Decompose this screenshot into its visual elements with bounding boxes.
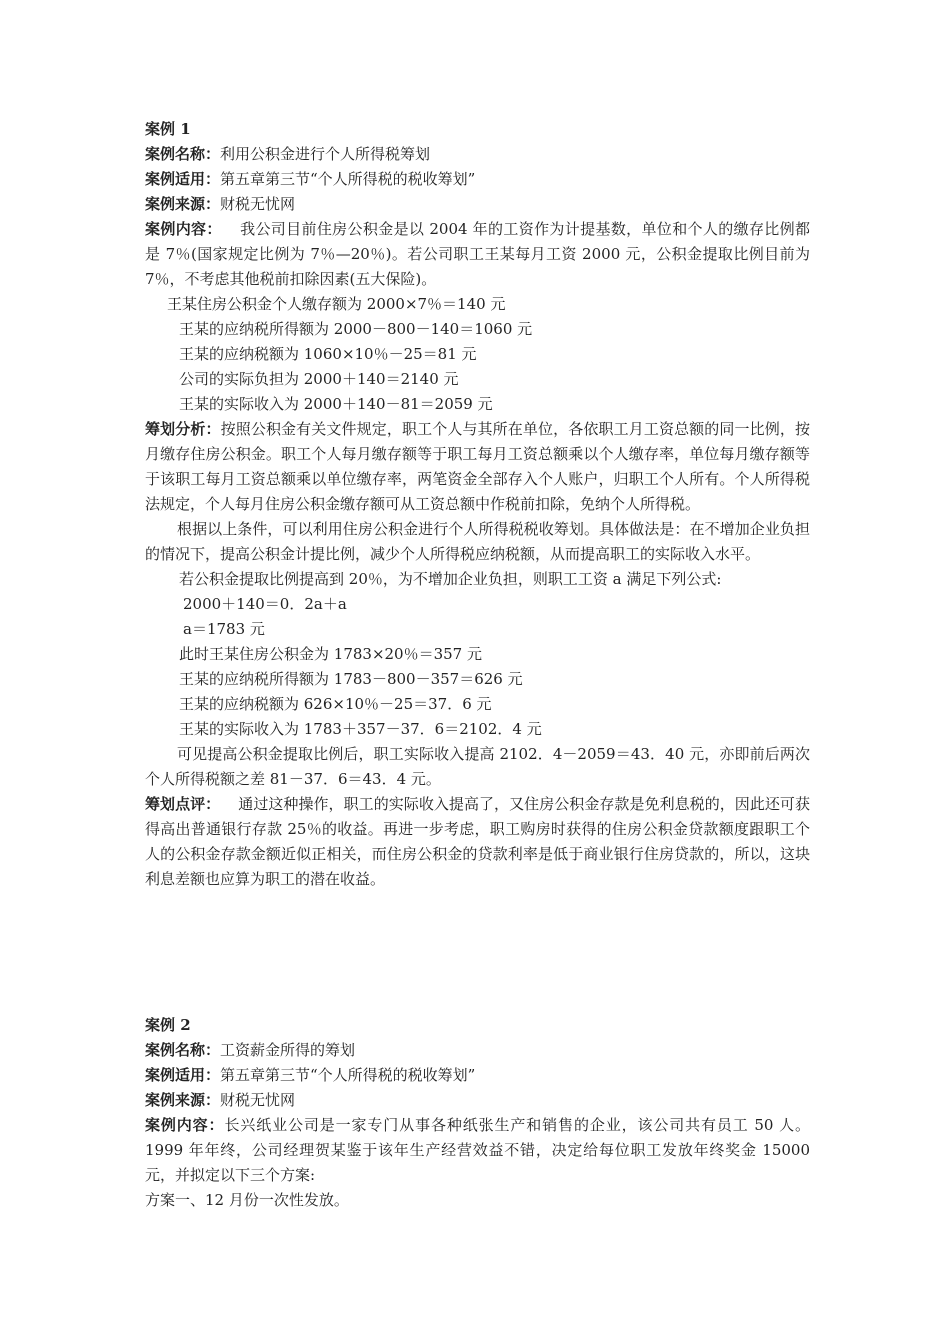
analysis-text: 按照公积金有关文件规定，职工个人与其所在单位，各依职工月工资总额的同一比例，按月缴存住房公积金。职工个人每月缴存额等于职工每月工资总额乘以个人缴存率，单位每月缴存额等于该职工每月工资总额乘以单位缴存率，两笔资金全部存入个人账户，归职工个人所有。个人所得税法规定，个人每月住房公积金缴存额可从工资总额中作税前扣除，免纳个人所得税。 bbox=[145, 420, 810, 513]
calc-line: 此时王某住房公积金为 1783×20％＝357 元 bbox=[179, 645, 482, 663]
case-name-value: 工资薪金所得的筹划 bbox=[220, 1041, 356, 1059]
calc-line: 公司的实际负担为 2000＋140＝2140 元 bbox=[179, 370, 459, 388]
case-1-heading: 案例 1 bbox=[145, 120, 191, 138]
case-1-name-row bbox=[145, 142, 810, 167]
case-1-comment-paragraph bbox=[145, 792, 810, 892]
case-source-label: 案例来源： bbox=[145, 195, 221, 213]
case-name-label: 案例名称： bbox=[145, 145, 221, 163]
case-content-text: 我公司目前住房公积金是以 2004 年的工资作为计提基数，单位和个人的缴存比例都是 7％(国家规定比例为 7％—20％)。若公司职工王某每月工资 2000 元，公积金提取比例目前为 7％，不考虑其他税前扣除因素(五大保险)。 bbox=[145, 220, 810, 288]
case-1-source-row bbox=[145, 192, 810, 217]
calc-line: 王某的应纳税所得额为 1783－800－357＝626 元 bbox=[179, 670, 523, 688]
calc-line: 王某住房公积金个人缴存额为 2000×7％＝140 元 bbox=[167, 295, 506, 313]
calc-line: 王某的应纳税所得额为 2000－800－140＝1060 元 bbox=[179, 320, 533, 338]
calc-line: 王某的应纳税额为 626×10％－25＝37．6 元 bbox=[179, 695, 492, 713]
case-2-content-paragraph bbox=[145, 1113, 810, 1188]
calc-line: 王某的实际收入为 1783＋357－37．6＝2102．4 元 bbox=[179, 720, 542, 738]
case-source-value: 财税无忧网 bbox=[220, 1091, 296, 1109]
case-1-content-paragraph bbox=[145, 217, 810, 292]
case-name-value: 利用公积金进行个人所得税筹划 bbox=[220, 145, 431, 163]
case-apply-label: 案例适用： bbox=[145, 170, 221, 188]
case-2-section bbox=[145, 1013, 810, 1213]
case-apply-value: 第五章第三节“个人所得税的税收筹划” bbox=[220, 170, 476, 188]
case-1-apply-row bbox=[145, 167, 810, 192]
calc-line: 王某的实际收入为 2000＋140－81＝2059 元 bbox=[179, 395, 493, 413]
case-apply-label: 案例适用： bbox=[145, 1066, 221, 1084]
case-1-section bbox=[145, 117, 810, 892]
case-2-apply-row bbox=[145, 1063, 810, 1088]
comment-label: 筹划点评： bbox=[145, 795, 221, 813]
case-2-heading: 案例 2 bbox=[145, 1016, 191, 1034]
case-1-analysis-paragraph bbox=[145, 417, 810, 517]
analysis-label: 筹划分析： bbox=[145, 420, 221, 438]
case-content-label: 案例内容： bbox=[145, 220, 222, 238]
case-apply-value: 第五章第三节“个人所得税的税收筹划” bbox=[220, 1066, 476, 1084]
formula-line: 2000＋140＝0．2a＋a bbox=[183, 595, 347, 613]
conclusion-paragraph: 可见提高公积金提取比例后，职工实际收入提高 2102．4－2059＝43．40 元，亦即前后两次个人所得税额之差 81－37．6＝43．4 元。 bbox=[145, 745, 810, 788]
assumption-line: 若公积金提取比例提高到 20％，为不增加企业负担，则职工工资 a 满足下列公式: bbox=[179, 570, 722, 588]
plan-line: 方案一、12 月份一次性发放。 bbox=[145, 1191, 349, 1209]
comment-text: 通过这种操作，职工的实际收入提高了，又住房公积金存款是免利息税的，因此还可获得高出普通银行存款 25％的收益。再进一步考虑，职工购房时获得的住房公积金贷款额度跟职工个人的公积金存款金额近似正相关，而住房公积金的贷款利率是低于商业银行住房贷款的，所以，这块利息差额也应算为职工的潜在收益。 bbox=[145, 795, 810, 888]
case-2-name-row bbox=[145, 1038, 810, 1063]
case-content-label: 案例内容： bbox=[145, 1116, 225, 1134]
case-content-text: 长兴纸业公司是一家专门从事各种纸张生产和销售的企业，该公司共有员工 50 人。1999 年年终，公司经理贺某鉴于该年生产经营效益不错，决定给每位职工发放年终奖金 15000 元，并拟定以下三个方案: bbox=[145, 1116, 810, 1184]
case-source-value: 财税无忧网 bbox=[220, 195, 296, 213]
case-source-label: 案例来源： bbox=[145, 1091, 221, 1109]
analysis-paragraph-2: 根据以上条件，可以利用住房公积金进行个人所得税税收筹划。具体做法是：在不增加企业负担的情况下，提高公积金计提比例，减少个人所得税应纳税额，从而提高职工的实际收入水平。 bbox=[145, 520, 810, 563]
case-name-label: 案例名称： bbox=[145, 1041, 221, 1059]
case-2-source-row bbox=[145, 1088, 810, 1113]
formula-line: a＝1783 元 bbox=[183, 620, 265, 638]
calc-line: 王某的应纳税额为 1060×10％－25＝81 元 bbox=[179, 345, 477, 363]
